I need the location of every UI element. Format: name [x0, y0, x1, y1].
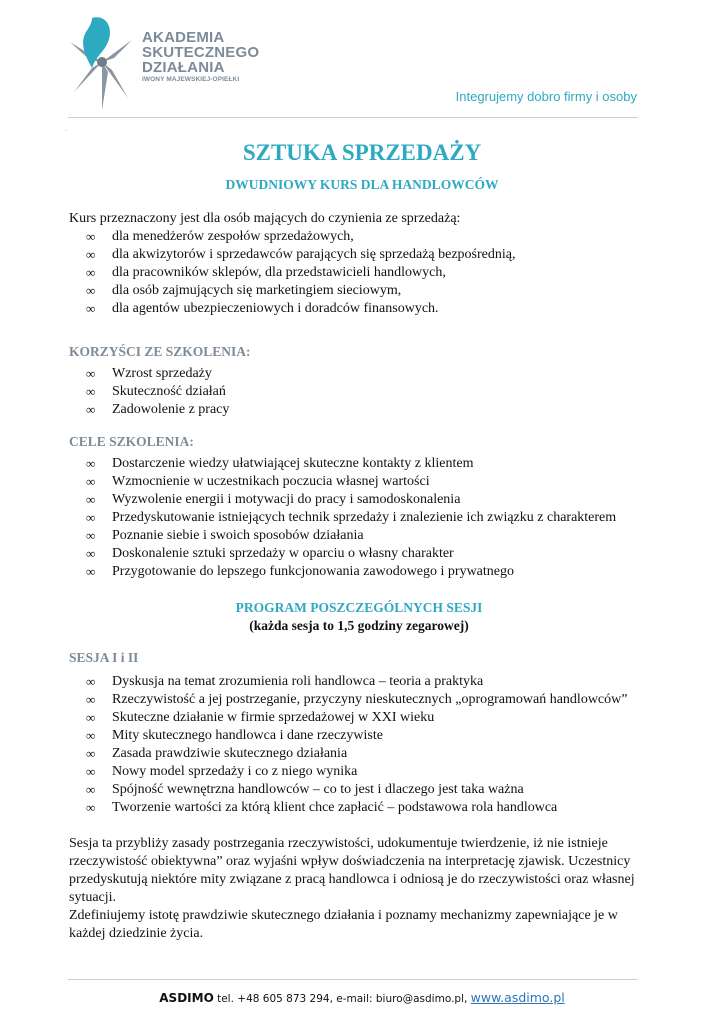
list-item: ∞ Nowy model sprzedaży i co z niego wynika: [86, 764, 358, 779]
list-item: ∞ Dyskusja na temat zrozumienia roli handlowca – teoria a praktyka: [86, 674, 484, 689]
logo-line: AKADEMIA: [142, 29, 225, 46]
header-divider: [68, 117, 638, 118]
goals-list: [69, 455, 649, 581]
infinity-bullet-icon: ∞: [86, 510, 96, 525]
infinity-bullet-icon: ∞: [86, 456, 96, 471]
stray-dot: .: [65, 124, 67, 133]
infinity-bullet-icon: ∞: [86, 764, 96, 779]
list-item: ∞ Przygotowanie do lepszego funkcjonowania zawodowego i prywatnego: [86, 564, 514, 579]
infinity-bullet-icon: ∞: [86, 746, 96, 761]
document-body: [69, 210, 649, 943]
page-title: SZTUKA SPRZEDAŻY: [242, 140, 482, 165]
footer-brand: ASDIMO: [159, 991, 214, 1005]
logo-text: [142, 30, 259, 85]
infinity-bullet-icon: ∞: [86, 692, 96, 707]
infinity-bullet-icon: ∞: [86, 474, 96, 489]
infinity-bullet-icon: ∞: [86, 402, 96, 417]
infinity-bullet-icon: ∞: [86, 528, 96, 543]
logo-line: SKUTECZNEGO: [142, 44, 260, 61]
list-item: ∞ Wzrost sprzedaży: [86, 366, 212, 381]
website-link[interactable]: www.asdimo.pl: [470, 990, 565, 1005]
infinity-bullet-icon: ∞: [86, 728, 96, 743]
tagline: Integrujemy dobro firmy i osoby: [455, 89, 637, 104]
infinity-bullet-icon: ∞: [86, 283, 96, 298]
goals-heading: CELE SZKOLENIA:: [69, 434, 194, 449]
program-note: (każda sesja to 1,5 godziny zegarowej): [249, 618, 469, 633]
list-item: ∞ dla agentów ubezpieczeniowych i doradców finansowych.: [86, 301, 439, 316]
intro-text: Kurs przeznaczony jest dla osób mających do czynienia ze sprzedażą:: [69, 211, 461, 226]
infinity-bullet-icon: ∞: [86, 366, 96, 381]
infinity-bullet-icon: ∞: [86, 674, 96, 689]
list-item: ∞ Dostarczenie wiedzy ułatwiającej skuteczne kontakty z klientem: [86, 456, 474, 471]
footer-divider: [68, 979, 638, 980]
footer: [0, 990, 724, 1005]
infinity-bullet-icon: ∞: [86, 782, 96, 797]
benefits-heading: KORZYŚCI ZE SZKOLENIA:: [69, 344, 251, 359]
list-item: ∞ Skuteczne działanie w firmie sprzedażowej w XXI wieku: [86, 710, 435, 725]
benefits-list: [69, 365, 649, 419]
infinity-bullet-icon: ∞: [86, 265, 96, 280]
logo-line: DZIAŁANIA: [142, 59, 225, 76]
infinity-bullet-icon: ∞: [86, 229, 96, 244]
infinity-bullet-icon: ∞: [86, 710, 96, 725]
infinity-bullet-icon: ∞: [86, 492, 96, 507]
list-item: ∞ Poznanie siebie i swoich sposobów działania: [86, 528, 364, 543]
list-item: ∞ dla akwizytorów i sprzedawców parających się sprzedażą bezpośrednią,: [86, 247, 516, 262]
page-subtitle: DWUDNIOWY KURS DLA HANDLOWCÓW: [225, 177, 499, 192]
list-item: ∞ Przedyskutowanie istniejących technik sprzedaży i znalezienie ich związku z charakterem: [86, 510, 617, 525]
audience-list: [69, 228, 649, 318]
footer-contact: tel. +48 605 873 294, e-mail: biuro@asdimo.pl,: [213, 993, 471, 1005]
list-item: ∞ dla osób zajmujących się marketingiem sieciowym,: [86, 283, 402, 298]
list-item: ∞ dla menedżerów zespołów sprzedażowych,: [86, 229, 354, 244]
session-heading: SESJA I i II: [69, 650, 139, 665]
logo-icon: [62, 12, 142, 112]
list-item: ∞ Tworzenie wartości za którą klient chce zapłacić – podstawowa rola handlowca: [86, 800, 558, 815]
session-list: [69, 673, 649, 817]
program-heading: PROGRAM POSZCZEGÓLNYCH SESJI: [235, 600, 483, 615]
list-item: ∞ Zasada prawdziwie skutecznego działania: [86, 746, 348, 761]
list-item: ∞ Zadowolenie z pracy: [86, 402, 230, 417]
infinity-bullet-icon: ∞: [86, 564, 96, 579]
session-description: Sesja ta przybliży zasady postrzegania rzeczywistości, udokumentuje twierdzenie, iż nie istnieje rzeczywistość obiektywna” oraz wyjaśni wpływ doświadczenia na interpretację zjawisk. Uczestnicy przedyskutują niektóre mity związane z pracą handlowca i odniosą je do rzeczywistości oraz własnej sytuacji.: [69, 836, 635, 905]
list-item: ∞ dla pracowników sklepów, dla przedstawicieli handlowych,: [86, 265, 446, 280]
list-item: ∞ Rzeczywistość a jej postrzeganie, przyczyny nieskutecznych „oprogramowań handlowców”: [86, 692, 628, 707]
logo-subtitle: IWONY MAJEWSKIEJ-OPIEŁKI: [142, 76, 240, 83]
infinity-bullet-icon: ∞: [86, 800, 96, 815]
infinity-bullet-icon: ∞: [86, 301, 96, 316]
list-item: ∞ Wzmocnienie w uczestnikach poczucia własnej wartości: [86, 474, 430, 489]
session-summary: Zdefiniujemy istotę prawdziwie skutecznego działania i poznamy mechanizmy zapewniające je w każdej dziedzinie życia.: [69, 908, 618, 941]
list-item: ∞ Spójność wewnętrzna handlowców – co to jest i dlaczego jest taka ważna: [86, 782, 524, 797]
infinity-bullet-icon: ∞: [86, 247, 96, 262]
infinity-bullet-icon: ∞: [86, 384, 96, 399]
infinity-bullet-icon: ∞: [86, 546, 96, 561]
list-item: ∞ Wyzwolenie energii i motywacji do pracy i samodoskonalenia: [86, 492, 461, 507]
list-item: ∞ Skuteczność działań: [86, 384, 226, 399]
list-item: ∞ Doskonalenie sztuki sprzedaży w oparciu o własny charakter: [86, 546, 454, 561]
list-item: ∞ Mity skutecznego handlowca i dane rzeczywiste: [86, 728, 383, 743]
